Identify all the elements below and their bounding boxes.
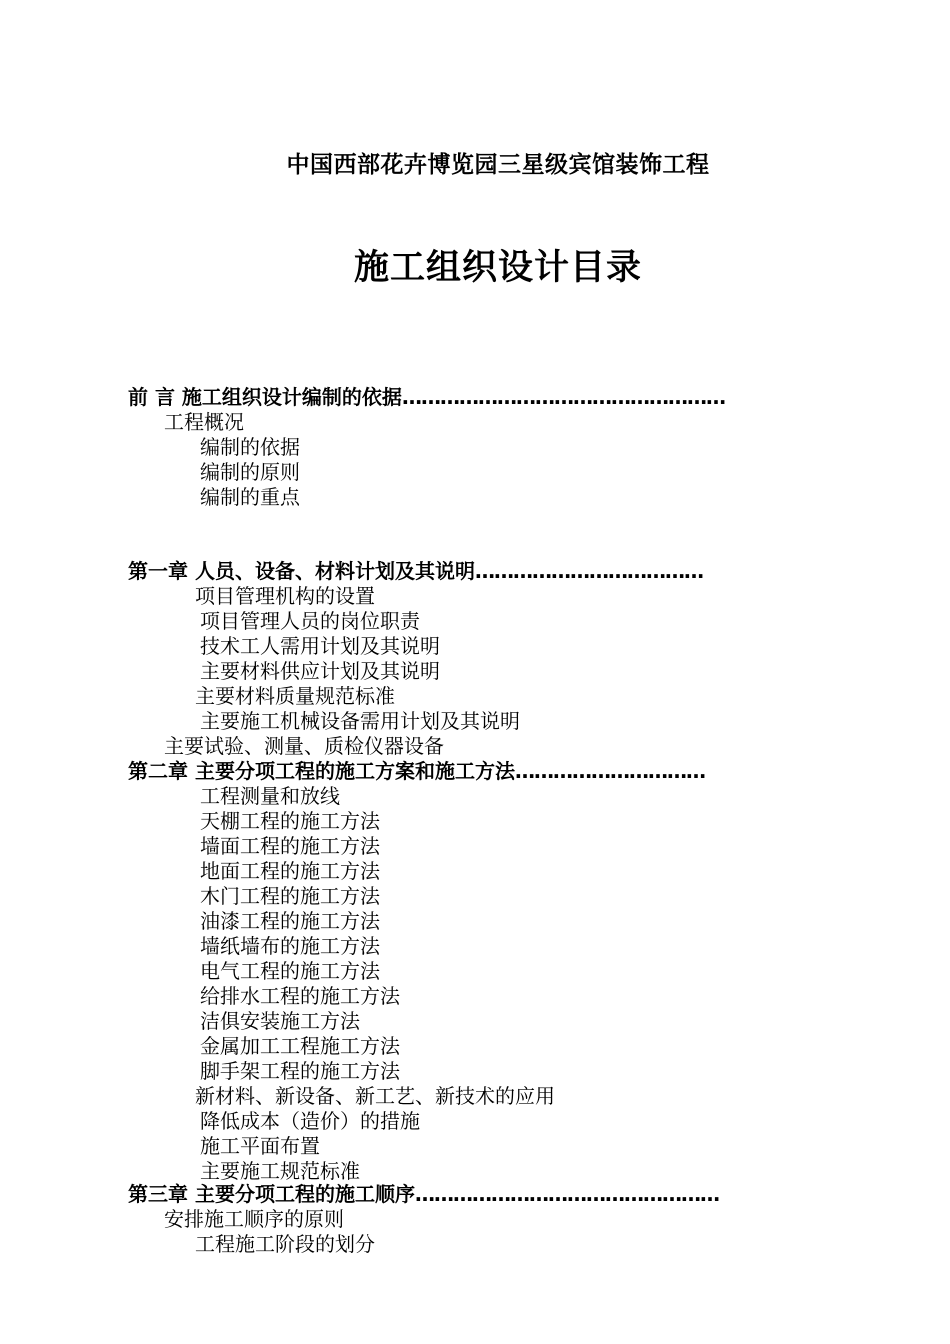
toc-item[interactable]: 施工平面布置	[200, 1134, 320, 1158]
toc-item[interactable]: 墙面工程的施工方法	[200, 834, 380, 858]
document-title: 施工组织设计目录	[353, 248, 642, 288]
toc-item[interactable]: 金属加工工程施工方法	[200, 1034, 400, 1058]
toc-item[interactable]: 编制的依据	[200, 435, 300, 459]
toc-item[interactable]: 主要施工规范标准	[200, 1159, 360, 1183]
toc-chapter-2[interactable]	[128, 759, 705, 784]
toc-item[interactable]: 项目管理机构的设置	[195, 584, 375, 608]
toc-item[interactable]: 油漆工程的施工方法	[200, 909, 380, 933]
document-subtitle: 中国西部花卉博览园三星级宾馆装饰工程	[286, 152, 710, 178]
toc-item[interactable]: 安排施工顺序的原则	[164, 1207, 344, 1231]
toc-item[interactable]: 工程施工阶段的划分	[195, 1232, 375, 1256]
chapter-label: 第一章 人员、设备、材料计划及其说明	[128, 559, 475, 583]
toc-item[interactable]: 主要施工机械设备需用计划及其说明	[200, 709, 520, 733]
chapter-label: 第二章 主要分项工程的施工方案和施工方法	[128, 759, 515, 783]
toc-item[interactable]: 主要材料供应计划及其说明	[200, 659, 440, 683]
toc-chapter-3[interactable]	[128, 1182, 719, 1207]
toc-item[interactable]: 技术工人需用计划及其说明	[200, 634, 440, 658]
toc-item[interactable]: 墙纸墙布的施工方法	[200, 934, 380, 958]
leader-dots: ……………………………………………	[401, 385, 725, 409]
leader-dots: ………………………………	[474, 559, 703, 583]
chapter-label: 前 言 施工组织设计编制的依据	[128, 385, 402, 409]
toc-item[interactable]: 给排水工程的施工方法	[200, 984, 400, 1008]
chapter-label: 第三章 主要分项工程的施工顺序	[128, 1182, 415, 1206]
toc-item[interactable]: 主要材料质量规范标准	[195, 684, 395, 708]
toc-item[interactable]: 脚手架工程的施工方法	[200, 1059, 400, 1083]
toc-item[interactable]: 降低成本（造价）的措施	[200, 1109, 420, 1133]
toc-chapter-preface[interactable]	[128, 385, 725, 410]
toc-item[interactable]: 项目管理人员的岗位职责	[200, 609, 420, 633]
leader-dots: …………………………	[514, 759, 705, 783]
toc-item[interactable]: 编制的重点	[200, 485, 300, 509]
toc-item[interactable]: 主要试验、测量、质检仪器设备	[164, 734, 444, 758]
toc-item[interactable]: 工程概况	[164, 410, 244, 434]
toc-item[interactable]: 电气工程的施工方法	[200, 959, 380, 983]
toc-chapter-1[interactable]	[128, 559, 703, 584]
toc-item[interactable]: 木门工程的施工方法	[200, 884, 380, 908]
toc-item[interactable]: 天棚工程的施工方法	[200, 809, 380, 833]
leader-dots: …………………………………………	[414, 1182, 719, 1206]
toc-item[interactable]: 地面工程的施工方法	[200, 859, 380, 883]
toc-item[interactable]: 工程测量和放线	[200, 784, 340, 808]
toc-item[interactable]: 新材料、新设备、新工艺、新技术的应用	[195, 1084, 555, 1108]
toc-item[interactable]: 洁俱安装施工方法	[200, 1009, 360, 1033]
toc-item[interactable]: 编制的原则	[200, 460, 300, 484]
